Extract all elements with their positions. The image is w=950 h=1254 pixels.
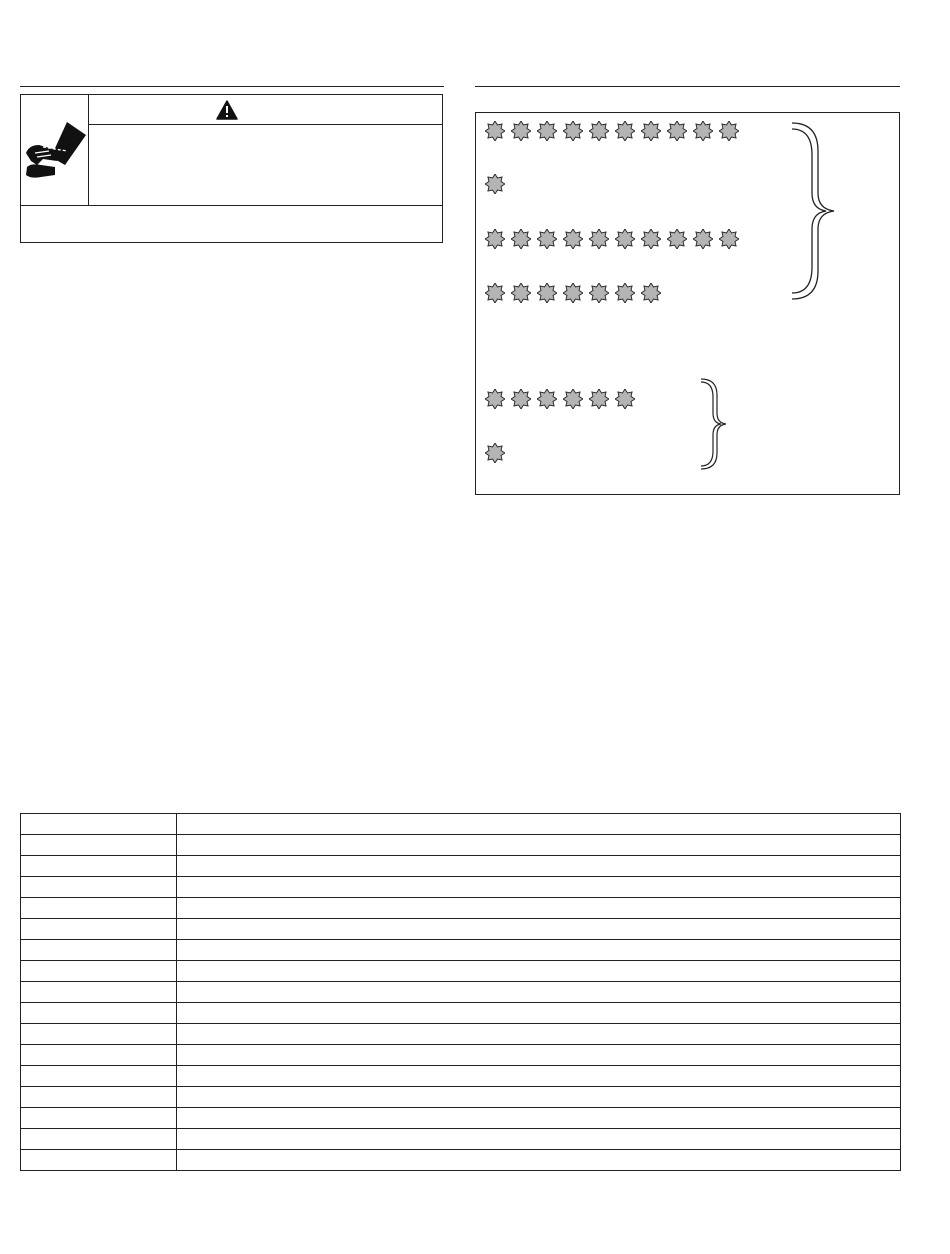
table-row [21,1087,901,1108]
warning-box [20,94,443,243]
table-row [21,898,901,919]
star-icon [667,229,687,249]
star-row [485,443,505,463]
table-row [21,1129,901,1150]
table-cell [21,919,177,940]
table-cell [177,856,901,877]
star-icon [589,121,609,141]
star-icon [485,174,505,194]
table-cell [21,1045,177,1066]
table-cell [177,1066,901,1087]
table-cell [21,1087,177,1108]
star-icon [511,229,531,249]
table-cell [21,1129,177,1150]
star-icon [589,229,609,249]
star-icon [511,283,531,303]
table-cell [21,961,177,982]
table-row [21,1003,901,1024]
table-cell [177,982,901,1003]
star-icon [537,229,557,249]
table-row [21,1108,901,1129]
star-icon [667,121,687,141]
table-cell [21,856,177,877]
star-row [485,283,661,303]
table-cell [177,961,901,982]
star-diagram-box [475,112,900,495]
table-cell [21,1024,177,1045]
star-icon [485,121,505,141]
table-cell [21,1066,177,1087]
star-icon [485,229,505,249]
star-row [485,174,505,194]
table-cell [177,877,901,898]
table-cell [177,1003,901,1024]
table-cell [177,1024,901,1045]
table-cell [21,1108,177,1129]
star-icon [641,121,661,141]
star-icon [615,229,635,249]
table-cell [177,1150,901,1171]
star-icon [693,121,713,141]
star-icon [719,121,739,141]
table-row [21,961,901,982]
table-row [21,940,901,961]
table-cell [21,814,177,835]
star-icon [589,283,609,303]
table-cell [177,940,901,961]
table-cell [21,1150,177,1171]
warning-header [89,95,442,125]
star-icon [563,229,583,249]
star-icon [615,389,635,409]
table-row [21,919,901,940]
table-row [21,1024,901,1045]
table-cell [177,1129,901,1150]
table-cell [21,898,177,919]
star-icon [563,121,583,141]
star-icon [615,283,635,303]
warning-triangle-icon [216,100,238,120]
table-cell [21,835,177,856]
warning-body [89,125,442,205]
high-pressure-injection-icon [21,95,89,205]
table-row [21,877,901,898]
star-row [485,389,635,409]
table-cell [177,814,901,835]
table-cell [177,1108,901,1129]
star-icon [615,121,635,141]
table-row [21,1150,901,1171]
large-brace [788,121,840,301]
table-cell [177,1045,901,1066]
table-row [21,835,901,856]
table-row [21,1066,901,1087]
table-cell [21,877,177,898]
star-icon [563,283,583,303]
table-row [21,982,901,1003]
star-icon [485,283,505,303]
warning-footer [21,205,442,242]
table-row [21,856,901,877]
star-row [485,229,739,249]
star-icon [537,283,557,303]
table-cell [21,940,177,961]
star-icon [719,229,739,249]
star-icon [485,443,505,463]
warning-icon-cell [21,95,89,205]
star-icon [641,229,661,249]
star-icon [563,389,583,409]
table-cell [177,1087,901,1108]
spec-table [20,813,901,1171]
star-icon [511,121,531,141]
star-row [485,121,739,141]
star-icon [485,389,505,409]
table-cell [177,919,901,940]
table-cell [177,835,901,856]
star-icon [693,229,713,249]
star-icon [511,389,531,409]
table-row [21,1045,901,1066]
small-brace [699,377,729,471]
right-top-rule [475,86,900,87]
star-icon [641,283,661,303]
table-cell [177,898,901,919]
star-icon [589,389,609,409]
left-top-rule [20,86,444,87]
star-icon [537,389,557,409]
star-icon [537,121,557,141]
table-row [21,814,901,835]
table-cell [21,982,177,1003]
table-cell [21,1003,177,1024]
